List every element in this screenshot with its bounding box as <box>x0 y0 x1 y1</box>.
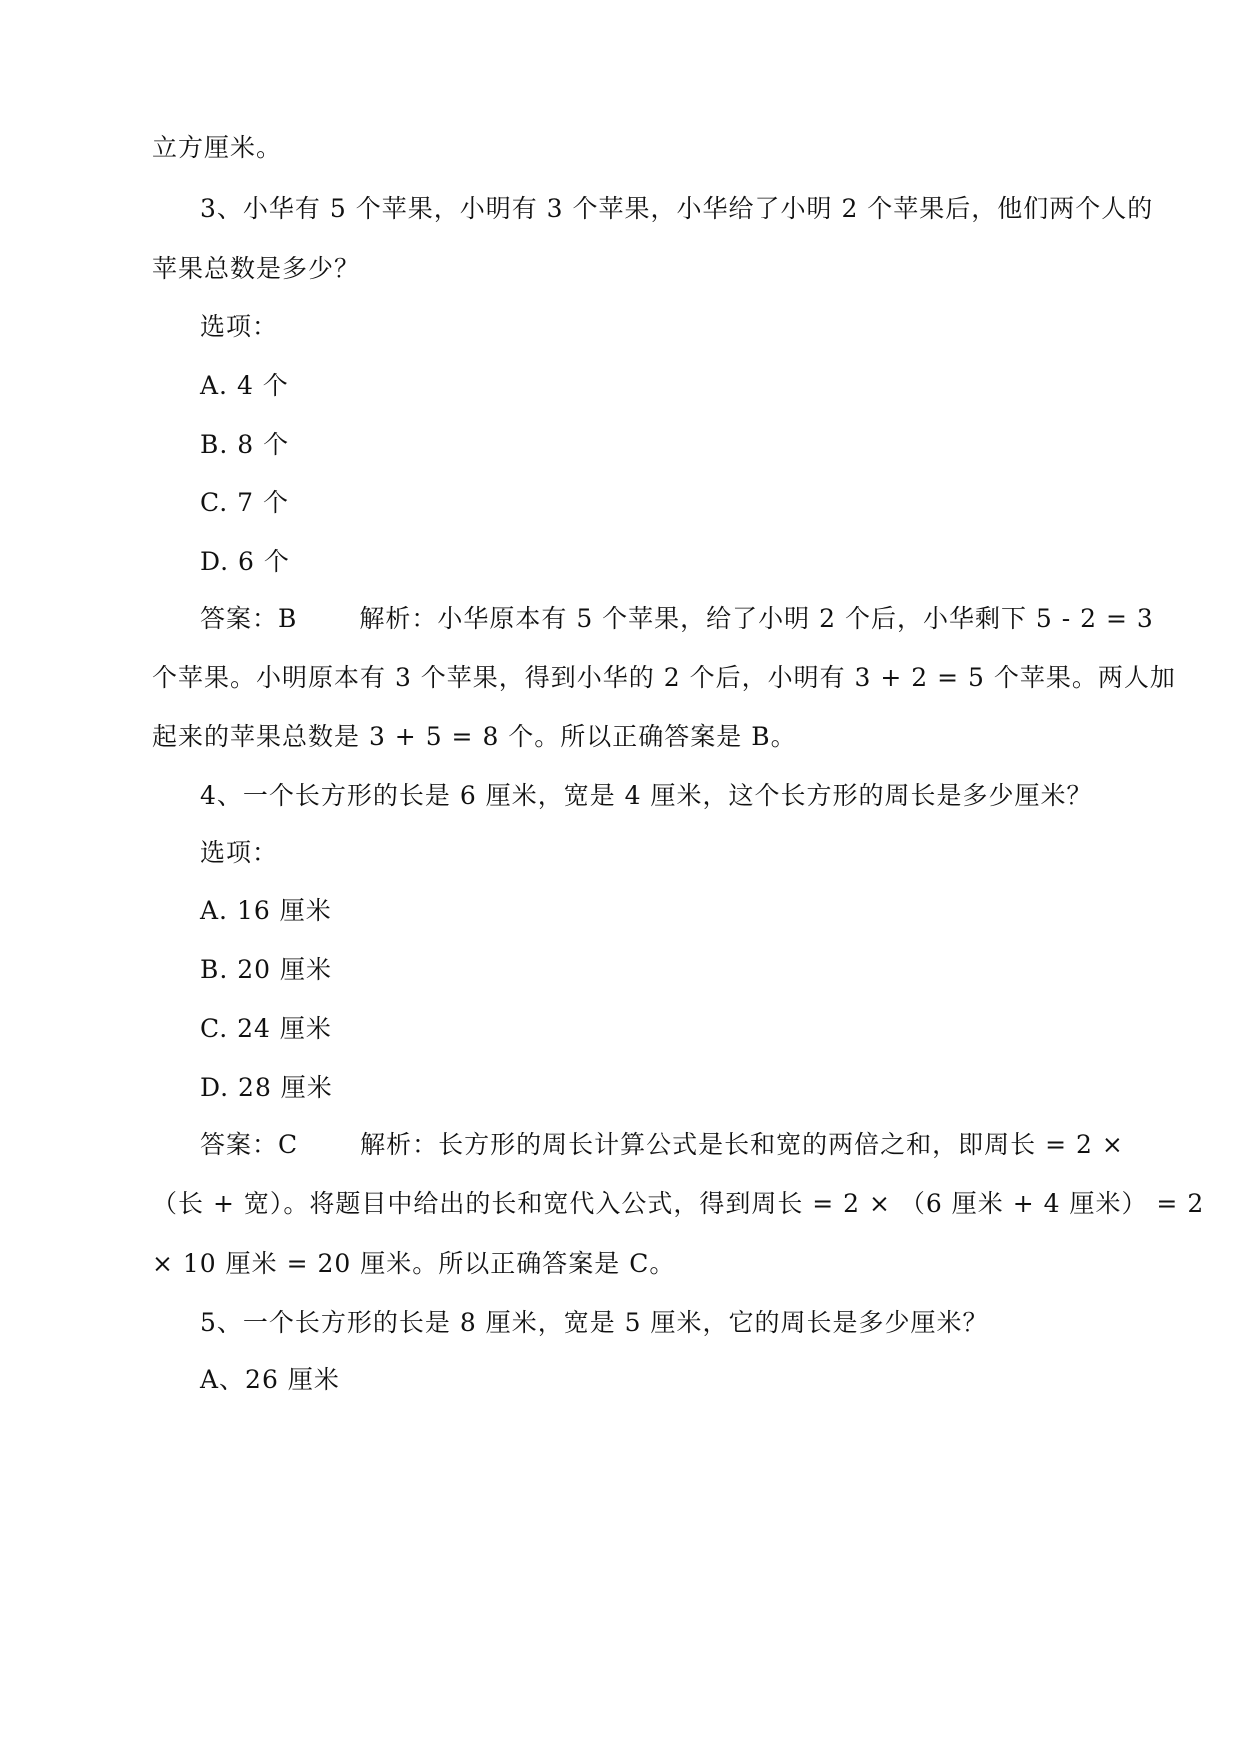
question-3-analysis-line-3: 起来的苹果总数是 3 + 5 = 8 个。所以正确答案是 B。 <box>152 722 797 751</box>
question-4-options-label: 选项： <box>200 838 279 867</box>
question-4-answer: 答案：C <box>200 1130 299 1159</box>
question-3-analysis-line-2: 个苹果。小明原本有 3 个苹果，得到小华的 2 个后，小明有 3 + 2 = 5 个苹果。两人加 <box>152 663 1176 692</box>
question-3-option-c: C. 7 个 <box>200 488 289 517</box>
question-4-analysis-line-1: 解析：长方形的周长计算公式是长和宽的两倍之和，即周长 = 2 × <box>360 1130 1124 1159</box>
question-5-option-a: A、26 厘米 <box>200 1365 340 1394</box>
question-4-option-c: C. 24 厘米 <box>200 1014 332 1043</box>
question-3-option-b: B. 8 个 <box>200 430 290 459</box>
question-3-analysis-line-1: 解析：小华原本有 5 个苹果，给了小明 2 个后，小华剩下 5 - 2 = 3 <box>359 604 1154 633</box>
question-3-stem-line-1: 3、小华有 5 个苹果，小明有 3 个苹果，小华给了小明 2 个苹果后，他们两个人的 <box>200 194 1154 223</box>
question-4-analysis-line-3: × 10 厘米 = 20 厘米。所以正确答案是 C。 <box>152 1249 676 1278</box>
question-4-analysis-line-2: （长 + 宽）。将题目中给出的长和宽代入公式，得到周长 = 2 × （6 厘米 + 4 厘米） = 2 <box>152 1189 1205 1218</box>
continuation-text: 立方厘米。 <box>152 133 283 162</box>
question-4-option-d: D. 28 厘米 <box>200 1073 333 1102</box>
question-3-options-label: 选项： <box>200 312 279 341</box>
question-4-answer-line <box>200 1130 1140 1160</box>
question-4-stem-line-1: 4、一个长方形的长是 6 厘米，宽是 4 厘米，这个长方形的周长是多少厘米？ <box>200 781 1093 810</box>
question-3-answer: 答案：B <box>200 604 298 633</box>
question-3-option-d: D. 6 个 <box>200 547 290 576</box>
question-5-stem-line-1: 5、一个长方形的长是 8 厘米，宽是 5 厘米，它的周长是多少厘米？ <box>200 1308 989 1337</box>
question-3-option-a: A. 4 个 <box>200 371 289 400</box>
question-3-answer-line <box>200 604 1154 634</box>
question-4-option-a: A. 16 厘米 <box>200 896 332 925</box>
question-4-option-b: B. 20 厘米 <box>200 955 333 984</box>
question-3-stem-line-2: 苹果总数是多少？ <box>152 254 361 283</box>
